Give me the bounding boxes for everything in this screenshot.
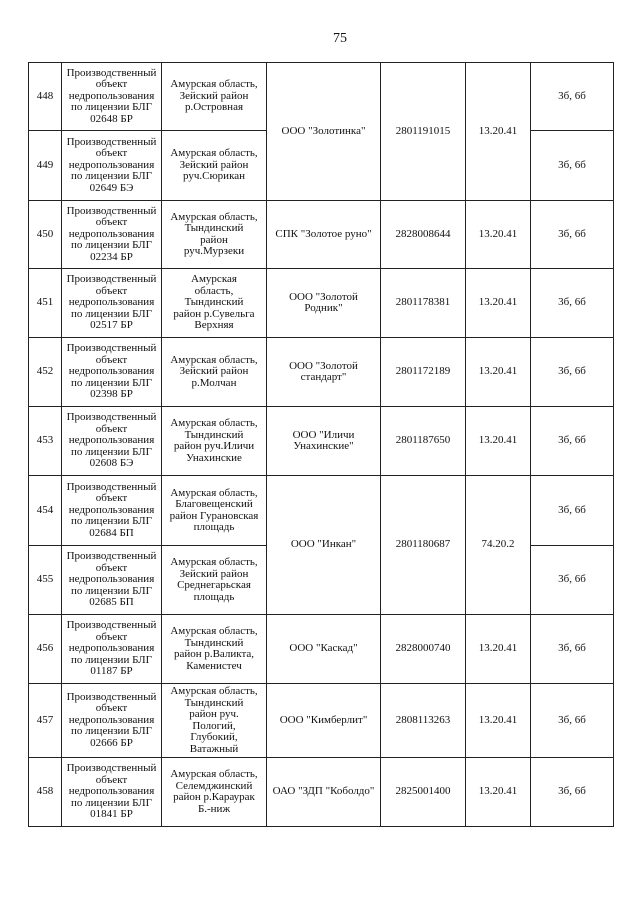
- object-cell: [62, 546, 162, 615]
- inn-cell: [381, 615, 466, 684]
- inn-cell: [381, 476, 466, 615]
- address-cell: [162, 684, 267, 758]
- object-cell: [62, 684, 162, 758]
- cell-line: Производственный: [66, 762, 157, 775]
- row-number-cell: [29, 407, 62, 476]
- cell-line: объект: [95, 561, 128, 574]
- cell-line: по лицензии БЛГ: [71, 101, 152, 114]
- inn-cell: [381, 758, 466, 827]
- code-cell: [531, 615, 614, 684]
- cell-line: Амурская: [191, 273, 237, 286]
- cell-line: объект: [95, 353, 128, 366]
- organization-cell: [267, 338, 381, 407]
- cell-text: 456: [36, 642, 54, 655]
- okved-cell: [466, 476, 531, 615]
- cell-text: 13.20.41: [478, 434, 518, 447]
- cell-line: недропользования: [68, 296, 155, 309]
- cell-text: 3б, 6б: [558, 89, 586, 102]
- cell-text: 13.20.41: [478, 227, 518, 240]
- object-cell: [62, 407, 162, 476]
- cell-text: 3б, 6б: [558, 227, 586, 240]
- cell-line: Амурская область,: [170, 556, 258, 568]
- cell-line: район: [200, 233, 228, 246]
- cell-line: по лицензии БЛГ: [71, 796, 152, 809]
- cell-line: по лицензии БЛГ: [71, 725, 152, 738]
- code-cell: [531, 338, 614, 407]
- page-number: 75: [333, 31, 347, 46]
- inn-cell: [381, 407, 466, 476]
- cell-text: 3б, 6б: [558, 573, 586, 586]
- cell-line: Унахинские": [293, 440, 354, 452]
- code-cell: [531, 201, 614, 269]
- cell-text: 74.20.2: [481, 538, 515, 551]
- object-cell: [62, 269, 162, 338]
- row-number-cell: [29, 201, 62, 269]
- cell-line: недропользования: [68, 573, 155, 586]
- cell-line: площадь: [193, 521, 235, 533]
- cell-line: объект: [95, 702, 128, 715]
- cell-line: недропользования: [68, 642, 155, 655]
- cell-line: 02398 БР: [90, 388, 133, 401]
- cell-line: 02517 БР: [90, 319, 133, 332]
- cell-line: Тындинский: [184, 636, 244, 649]
- cell-line: район руч.: [189, 708, 239, 720]
- cell-line: ООО "Золотинка": [281, 124, 366, 137]
- cell-line: 01187 БР: [90, 665, 133, 678]
- cell-line: Производственный: [66, 204, 157, 217]
- row-number-cell: [29, 269, 62, 338]
- cell-line: Производственный: [66, 411, 157, 424]
- row-number-cell: [29, 131, 62, 201]
- cell-line: недропользования: [68, 785, 155, 798]
- table-row: [29, 684, 614, 758]
- cell-line: Унахинские: [186, 451, 242, 464]
- address-cell: [162, 63, 267, 131]
- address-cell: [162, 758, 267, 827]
- cell-line: ООО "Золотой: [289, 290, 358, 303]
- cell-text: 3б, 6б: [558, 785, 586, 798]
- cell-line: ОАО "ЗДП "Коболдо": [272, 785, 375, 798]
- cell-line: объект: [95, 284, 128, 297]
- cell-line: Зейский район: [179, 567, 249, 580]
- cell-text: 3б, 6б: [558, 434, 586, 447]
- cell-text: 454: [36, 503, 54, 516]
- cell-line: 02685 БП: [89, 596, 134, 609]
- organization-cell: [267, 684, 381, 758]
- cell-text: 450: [36, 227, 54, 240]
- organization-cell: [267, 758, 381, 827]
- cell-line: район руч.Иличи: [173, 440, 255, 452]
- cell-line: Производственный: [66, 619, 157, 632]
- cell-text: 452: [36, 365, 54, 378]
- cell-line: район р.Валикта,: [173, 648, 255, 660]
- cell-line: площадь: [193, 590, 235, 603]
- cell-line: Ватажный: [189, 742, 239, 755]
- cell-line: СПК "Золотое руно": [275, 227, 372, 240]
- table-row: [29, 338, 614, 407]
- code-cell: [531, 407, 614, 476]
- cell-line: Производственный: [66, 273, 157, 286]
- cell-line: Верхняя: [194, 319, 234, 332]
- cell-line: по лицензии БЛГ: [71, 170, 152, 183]
- cell-line: объект: [95, 492, 128, 505]
- okved-cell: [466, 758, 531, 827]
- okved-cell: [466, 407, 531, 476]
- cell-line: ООО "Золотой: [289, 359, 358, 372]
- object-cell: [62, 63, 162, 131]
- cell-line: Благовещенский: [175, 498, 253, 510]
- cell-line: руч.Сюрикан: [182, 170, 246, 183]
- cell-text: 458: [36, 785, 54, 798]
- cell-line: Производственный: [66, 342, 157, 355]
- table-row: [29, 615, 614, 684]
- cell-line: 01841 БР: [90, 808, 133, 821]
- cell-line: Производственный: [66, 550, 157, 563]
- cell-line: объект: [95, 147, 128, 160]
- row-number-cell: [29, 546, 62, 615]
- cell-line: Амурская область,: [170, 625, 258, 637]
- cell-line: Тындинский: [184, 696, 244, 709]
- okved-cell: [466, 201, 531, 269]
- cell-line: Производственный: [66, 690, 157, 703]
- cell-line: Каменистеч: [186, 659, 242, 672]
- cell-line: Селемджинский: [175, 779, 253, 792]
- cell-line: ООО "Иличи: [292, 428, 355, 441]
- okved-cell: [466, 615, 531, 684]
- cell-text: 3б, 6б: [558, 158, 586, 171]
- cell-line: Производственный: [66, 66, 157, 79]
- inn-cell: [381, 63, 466, 201]
- cell-text: 2828000740: [395, 642, 451, 655]
- code-cell: [531, 131, 614, 201]
- address-cell: [162, 546, 267, 615]
- cell-text: 2801180687: [395, 538, 451, 551]
- table-row: [29, 758, 614, 827]
- code-cell: [531, 63, 614, 131]
- address-cell: [162, 476, 267, 546]
- address-cell: [162, 131, 267, 201]
- table-row: [29, 476, 614, 546]
- okved-cell: [466, 684, 531, 758]
- cell-text: 3б, 6б: [558, 296, 586, 309]
- address-cell: [162, 407, 267, 476]
- object-cell: [62, 615, 162, 684]
- registry-table: [28, 62, 614, 827]
- cell-text: 453: [36, 434, 54, 447]
- cell-text: 3б, 6б: [558, 503, 586, 516]
- cell-line: Глубокий,: [190, 731, 238, 743]
- cell-text: 13.20.41: [478, 365, 518, 378]
- cell-text: 2801172189: [395, 365, 451, 378]
- cell-line: ООО "Каскад": [289, 642, 358, 655]
- cell-line: объект: [95, 78, 128, 91]
- organization-cell: [267, 63, 381, 201]
- address-cell: [162, 269, 267, 338]
- cell-text: 2801187650: [395, 434, 451, 447]
- cell-text: 2828008644: [395, 227, 451, 240]
- cell-line: Тындинский: [184, 222, 244, 234]
- cell-line: по лицензии БЛГ: [71, 515, 152, 528]
- cell-line: объект: [95, 422, 128, 435]
- object-cell: [62, 338, 162, 407]
- inn-cell: [381, 684, 466, 758]
- object-cell: [62, 758, 162, 827]
- code-cell: [531, 758, 614, 827]
- cell-text: 448: [36, 89, 54, 102]
- cell-line: по лицензии БЛГ: [71, 653, 152, 666]
- inn-cell: [381, 201, 466, 269]
- cell-line: объект: [95, 773, 128, 786]
- cell-line: Амурская область,: [170, 768, 258, 780]
- cell-text: 451: [36, 296, 54, 309]
- cell-line: Родник": [304, 302, 343, 314]
- cell-text: 3б, 6б: [558, 713, 586, 726]
- cell-line: недропользования: [68, 434, 155, 447]
- cell-line: Производственный: [66, 480, 157, 493]
- table-row: [29, 63, 614, 131]
- cell-line: Амурская область,: [170, 353, 258, 366]
- code-cell: [531, 476, 614, 546]
- cell-line: р.Молчан: [191, 376, 237, 389]
- organization-cell: [267, 615, 381, 684]
- cell-line: недропользования: [68, 158, 155, 171]
- cell-line: 02608 БЭ: [89, 457, 134, 470]
- cell-text: 3б, 6б: [558, 365, 586, 378]
- cell-text: 449: [36, 158, 54, 171]
- cell-text: 13.20.41: [478, 296, 518, 309]
- row-number-cell: [29, 476, 62, 546]
- object-cell: [62, 201, 162, 269]
- cell-line: недропользования: [68, 227, 155, 240]
- cell-line: Амурская область,: [170, 78, 258, 91]
- cell-text: 13.20.41: [478, 642, 518, 655]
- cell-text: 13.20.41: [478, 713, 518, 726]
- okved-cell: [466, 269, 531, 338]
- organization-cell: [267, 476, 381, 615]
- cell-line: Зейский район: [179, 365, 249, 378]
- cell-text: 2801178381: [395, 296, 451, 309]
- cell-line: район р.Сувельга: [173, 307, 255, 320]
- cell-line: недропользования: [68, 365, 155, 378]
- row-number-cell: [29, 338, 62, 407]
- cell-line: Среднегарьская: [177, 579, 251, 591]
- inn-cell: [381, 269, 466, 338]
- cell-line: Производственный: [66, 135, 157, 148]
- cell-line: Амурская область,: [170, 210, 258, 223]
- cell-line: район р.Караурак: [173, 791, 255, 803]
- object-cell: [62, 131, 162, 201]
- cell-text: 3б, 6б: [558, 642, 586, 655]
- cell-line: стандарт": [300, 371, 347, 383]
- cell-line: 02648 БР: [90, 112, 133, 125]
- cell-line: недропользования: [68, 89, 155, 102]
- cell-line: по лицензии БЛГ: [71, 239, 152, 252]
- cell-text: 2825001400: [395, 785, 451, 798]
- cell-line: 02649 БЭ: [89, 181, 134, 194]
- organization-cell: [267, 269, 381, 338]
- cell-line: Амурская область,: [170, 417, 258, 429]
- inn-cell: [381, 338, 466, 407]
- cell-line: ООО "Инкан": [290, 538, 357, 551]
- organization-cell: [267, 201, 381, 269]
- code-cell: [531, 546, 614, 615]
- cell-line: недропользования: [68, 503, 155, 516]
- cell-line: Амурская область,: [170, 486, 258, 499]
- cell-text: 13.20.41: [478, 785, 518, 798]
- object-cell: [62, 476, 162, 546]
- cell-line: Тындинский: [184, 428, 244, 441]
- row-number-cell: [29, 63, 62, 131]
- address-cell: [162, 201, 267, 269]
- address-cell: [162, 615, 267, 684]
- cell-line: Зейский район: [179, 158, 249, 171]
- row-number-cell: [29, 615, 62, 684]
- okved-cell: [466, 338, 531, 407]
- cell-line: Амурская область,: [170, 147, 258, 160]
- cell-line: 02234 БР: [90, 250, 133, 263]
- cell-line: объект: [95, 216, 128, 229]
- cell-line: 02684 БП: [89, 526, 134, 539]
- code-cell: [531, 269, 614, 338]
- cell-line: по лицензии БЛГ: [71, 445, 152, 458]
- cell-text: 13.20.41: [478, 124, 518, 137]
- table-row: [29, 269, 614, 338]
- cell-line: Б.-ниж: [197, 802, 231, 815]
- row-number-cell: [29, 758, 62, 827]
- cell-line: 02666 БР: [90, 736, 133, 749]
- cell-line: Пологий,: [192, 719, 236, 732]
- cell-line: руч.Мурзеки: [183, 245, 245, 257]
- cell-line: ООО "Кимберлит": [279, 713, 368, 726]
- cell-line: по лицензии БЛГ: [71, 584, 152, 597]
- address-cell: [162, 338, 267, 407]
- cell-line: объект: [95, 630, 128, 643]
- code-cell: [531, 684, 614, 758]
- cell-text: 2808113263: [395, 713, 451, 726]
- cell-line: Амурская область,: [170, 685, 258, 697]
- cell-line: Тындинский: [184, 296, 244, 309]
- cell-text: 2801191015: [395, 124, 451, 137]
- organization-cell: [267, 407, 381, 476]
- table-row: [29, 201, 614, 269]
- cell-line: область,: [194, 284, 234, 297]
- cell-line: район Гурановская: [169, 509, 259, 522]
- cell-line: Зейский район: [179, 89, 249, 102]
- table-row: [29, 407, 614, 476]
- row-number-cell: [29, 684, 62, 758]
- cell-text: 457: [36, 713, 54, 726]
- okved-cell: [466, 63, 531, 201]
- cell-line: р.Островная: [184, 101, 244, 114]
- cell-line: недропользования: [68, 713, 155, 726]
- cell-line: по лицензии БЛГ: [71, 307, 152, 320]
- cell-line: по лицензии БЛГ: [71, 376, 152, 389]
- cell-text: 455: [36, 573, 54, 586]
